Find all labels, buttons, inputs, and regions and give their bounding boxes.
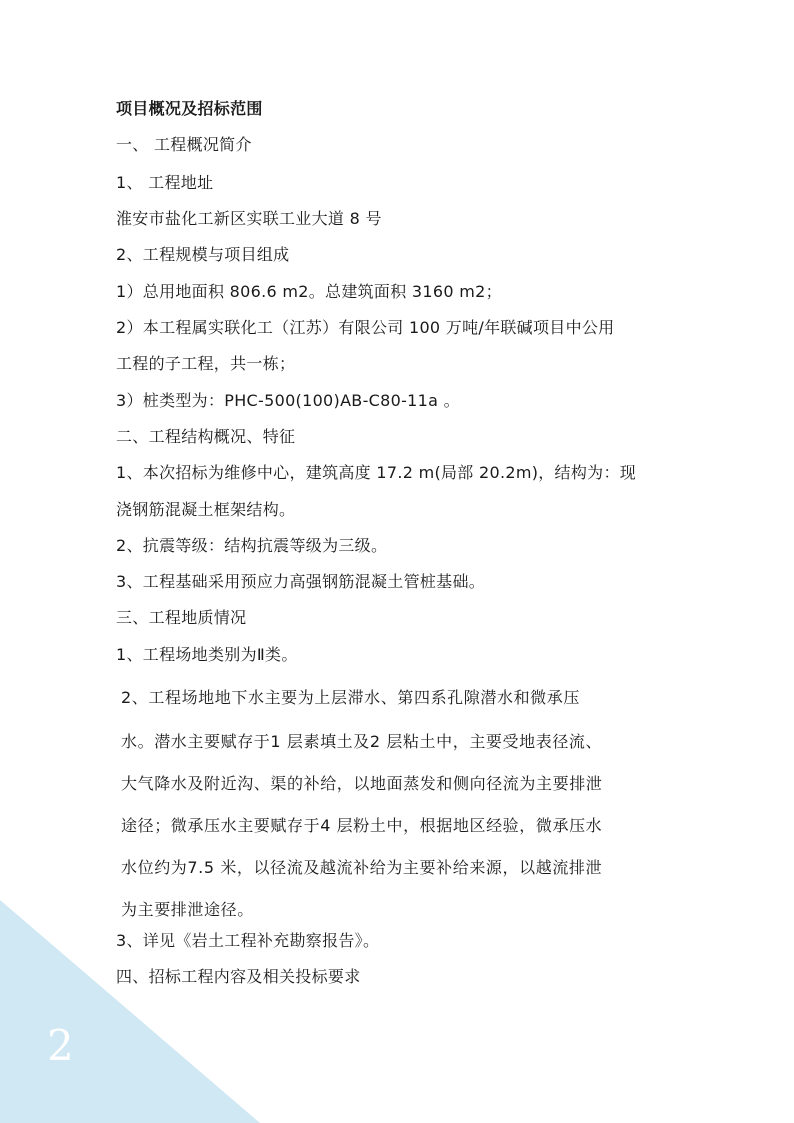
paragraph-line: 水。潜水主要赋存于1 层素填土及2 层粘土中，主要受地表径流、 — [121, 732, 603, 751]
section-heading-4: 四、招标工程内容及相关投标要求 — [116, 967, 361, 986]
paragraph-line: 2、工程场地地下水主要为上层滞水、第四系孔隙潜水和微承压 — [121, 688, 580, 707]
paragraph-line: 1、本次招标为维修中心，建筑高度 17.2 m(局部 20.2m)，结构为：现 — [116, 463, 637, 482]
paragraph-line: 途径；微承压水主要赋存于4 层粉土中，根据地区经验，微承压水 — [121, 816, 603, 835]
subheading-scale: 2、工程规模与项目组成 — [116, 245, 290, 264]
address-text: 淮安市盐化工新区实联工业大道 8 号 — [116, 209, 382, 228]
subheading-address: 1、 工程地址 — [116, 173, 214, 192]
paragraph-line: 2）本工程属实联化工（江苏）有限公司 100 万吨/年联碱项目中公用 — [116, 318, 615, 337]
paragraph-line: 3）桩类型为：PHC-500(100)AB-C80-11a 。 — [116, 391, 460, 410]
document-title: 项目概况及招标范围 — [116, 99, 263, 118]
paragraph-line: 浇钢筋混凝土框架结构。 — [116, 500, 296, 519]
paragraph-line: 工程的子工程，共一栋； — [116, 354, 296, 373]
page-number: 2 — [47, 1021, 74, 1070]
paragraph-line: 3、详见《岩土工程补充勘察报告》。 — [116, 931, 380, 950]
section-heading-1: 一、 工程概况简介 — [116, 135, 252, 154]
paragraph-line: 1、工程场地类别为Ⅱ类。 — [116, 645, 298, 664]
paragraph-line: 1）总用地面积 806.6 m2。总建筑面积 3160 m2； — [116, 282, 502, 301]
paragraph-line: 2、抗震等级：结构抗震等级为三级。 — [116, 536, 388, 555]
section-heading-3: 三、工程地质情况 — [116, 608, 247, 627]
paragraph-line: 大气降水及附近沟、渠的补给，以地面蒸发和侧向径流为主要排泄 — [121, 774, 603, 793]
paragraph-line: 3、工程基础采用预应力高强钢筋混凝土管桩基础。 — [116, 572, 486, 591]
paragraph-line: 水位约为7.5 米，以径流及越流补给为主要补给来源，以越流排泄 — [121, 858, 603, 877]
section-heading-2: 二、工程结构概况、特征 — [116, 427, 296, 446]
paragraph-line: 为主要排泄途径。 — [121, 900, 254, 919]
